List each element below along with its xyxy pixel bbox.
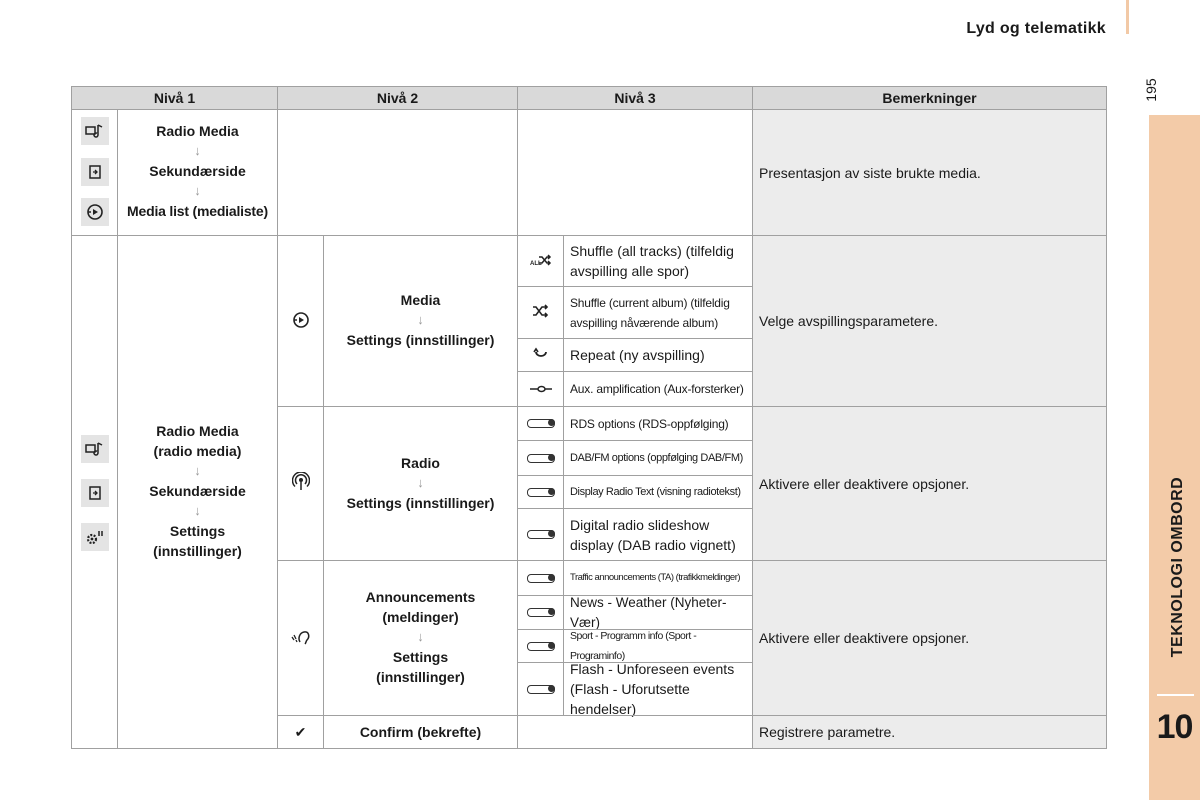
- shuffle-album-option: Shuffle (current album) (tilfeldig avspilling nåværende album): [563, 286, 753, 339]
- level1-radio-media: Radio Media: [156, 423, 239, 439]
- toggle-icon: [527, 530, 555, 539]
- announcements-level2-path: [323, 587, 518, 687]
- media-remark: Velge avspillingsparametere.: [752, 235, 1107, 407]
- flash-option: Flash - Unforeseen events (Flash - Uforutsette hendelser): [563, 662, 753, 716]
- toggle-icon: [527, 642, 555, 651]
- settings-icon: [81, 523, 109, 551]
- toggle-icon: [527, 488, 555, 497]
- radio-level2-path: [323, 453, 518, 513]
- shuffle-icon: [532, 304, 550, 321]
- rds-option: RDS options (RDS-oppfølging): [563, 406, 753, 441]
- level2-settings: Settings: [392, 649, 449, 665]
- toggle-icon: [527, 685, 555, 694]
- toggle-icon: [527, 574, 555, 583]
- confirm-level2: Confirm (bekrefte): [323, 715, 518, 749]
- shuffle-icon-cell: [517, 286, 564, 339]
- level1-secondary-page: Sekundærside: [149, 163, 246, 179]
- media-play-icon: [291, 310, 311, 333]
- level2-media: Media: [400, 292, 441, 308]
- radio-remark: Aktivere eller deaktivere opsjoner.: [752, 406, 1107, 561]
- toggle-icon-cell: [517, 662, 564, 716]
- shuffle-all-option: Shuffle (all tracks) (tilfeldig avspilling alle spor): [563, 235, 753, 287]
- header-divider: [1126, 0, 1129, 34]
- toggle-icon-cell: [517, 475, 564, 509]
- confirm-level3-cell: [517, 715, 753, 749]
- media-play-icon: [81, 198, 109, 226]
- announcements-remark: Aktivere eller deaktivere opsjoner.: [752, 560, 1107, 716]
- level1-settings: Settings: [169, 523, 226, 539]
- secondary-page-icon: [81, 479, 109, 507]
- radio-media-icon: [81, 117, 109, 145]
- row1-level2-cell: [277, 109, 518, 236]
- level2-settings: Settings (innstillinger): [346, 495, 495, 511]
- radio-icon: [292, 472, 310, 495]
- arrow-down-icon: ↓: [417, 475, 424, 490]
- section-title: Lyd og telematikk: [966, 20, 1106, 37]
- shuffle-all-icon: [530, 253, 552, 270]
- toggle-icon-cell: [517, 508, 564, 561]
- radio-text-option: Display Radio Text (visning radiotekst): [563, 475, 753, 509]
- dab-fm-option: DAB/FM options (oppfølging DAB/FM): [563, 440, 753, 476]
- level2-announcements: Announcements: [365, 589, 476, 605]
- announcements-icon: [290, 628, 312, 649]
- row1-remark: Presentasjon av siste brukte media.: [752, 109, 1107, 236]
- level1-settings-translation: (innstillinger): [153, 543, 242, 559]
- repeat-icon: [533, 347, 549, 364]
- page-number: 195: [1143, 78, 1159, 102]
- svg-text:ALL: ALL: [529, 260, 542, 267]
- toggle-icon-cell: [517, 406, 564, 441]
- chapter-divider: [1157, 694, 1194, 696]
- checkmark-icon: ✔: [294, 723, 307, 740]
- repeat-option: Repeat (ny avspilling): [563, 338, 753, 372]
- toggle-icon-cell: [517, 595, 564, 630]
- arrow-down-icon: ↓: [194, 183, 201, 198]
- toggle-icon: [527, 419, 555, 428]
- traffic-announcements-label: Traffic announcements (TA) (trafikkmeldinger): [570, 572, 741, 583]
- toggle-icon-cell: [517, 440, 564, 476]
- level1-radio-media: Radio Media: [156, 123, 239, 139]
- confirm-icon-cell: [277, 715, 324, 749]
- arrow-down-icon: ↓: [194, 503, 201, 518]
- arrow-down-icon: ↓: [417, 312, 424, 327]
- secondary-page-icon: [81, 158, 109, 186]
- aux-icon-cell: [517, 371, 564, 407]
- toggle-icon: [527, 454, 555, 463]
- level1-radio-media-translation: (radio media): [153, 443, 242, 459]
- traffic-announcements-option: [563, 560, 753, 596]
- header-level-2: Nivå 2: [277, 86, 518, 110]
- aux-amplification-option: Aux. amplification (Aux-forsterker): [563, 371, 753, 407]
- level1-media-list: Media list (medialiste): [127, 203, 268, 219]
- confirm-remark: Registrere parametre.: [752, 715, 1107, 749]
- announcements-icon-cell: [277, 560, 324, 716]
- header-level-1: Nivå 1: [71, 86, 278, 110]
- level2-settings-translation: (innstillinger): [376, 669, 465, 685]
- level2-settings: Settings (innstillinger): [346, 332, 495, 348]
- arrow-down-icon: ↓: [417, 629, 424, 644]
- header-remarks: Bemerkninger: [752, 86, 1107, 110]
- shuffle-all-icon-cell: [517, 235, 564, 287]
- chapter-number: 10: [1156, 708, 1193, 746]
- arrow-down-icon: ↓: [194, 463, 201, 478]
- radio-icon-cell: [277, 406, 324, 561]
- news-weather-option: News - Weather (Nyheter- Vær): [563, 595, 753, 630]
- chapter-title: TEKNOLOGI OMBORD: [1169, 476, 1186, 658]
- sport-option: Sport - Programm info (Sport - Programinfo): [563, 629, 753, 663]
- level2-announcements-translation: (meldinger): [382, 609, 459, 625]
- group-level1-path: [117, 421, 278, 561]
- toggle-icon-cell: [517, 629, 564, 663]
- level2-radio: Radio: [401, 455, 440, 471]
- aux-amplification-icon: [529, 381, 553, 397]
- row1-level1-path: [117, 121, 278, 221]
- level1-secondary-page: Sekundærside: [149, 483, 246, 499]
- media-icon-cell: [277, 235, 324, 407]
- header-level-3: Nivå 3: [517, 86, 753, 110]
- toggle-icon: [527, 608, 555, 617]
- radio-media-icon: [81, 435, 109, 463]
- arrow-down-icon: ↓: [194, 143, 201, 158]
- toggle-icon-cell: [517, 560, 564, 596]
- dab-slideshow-option: Digital radio slideshow display (DAB radio vignett): [563, 508, 753, 561]
- repeat-icon-cell: [517, 338, 564, 372]
- media-level2-path: [323, 290, 518, 350]
- row1-level3-cell: [517, 109, 753, 236]
